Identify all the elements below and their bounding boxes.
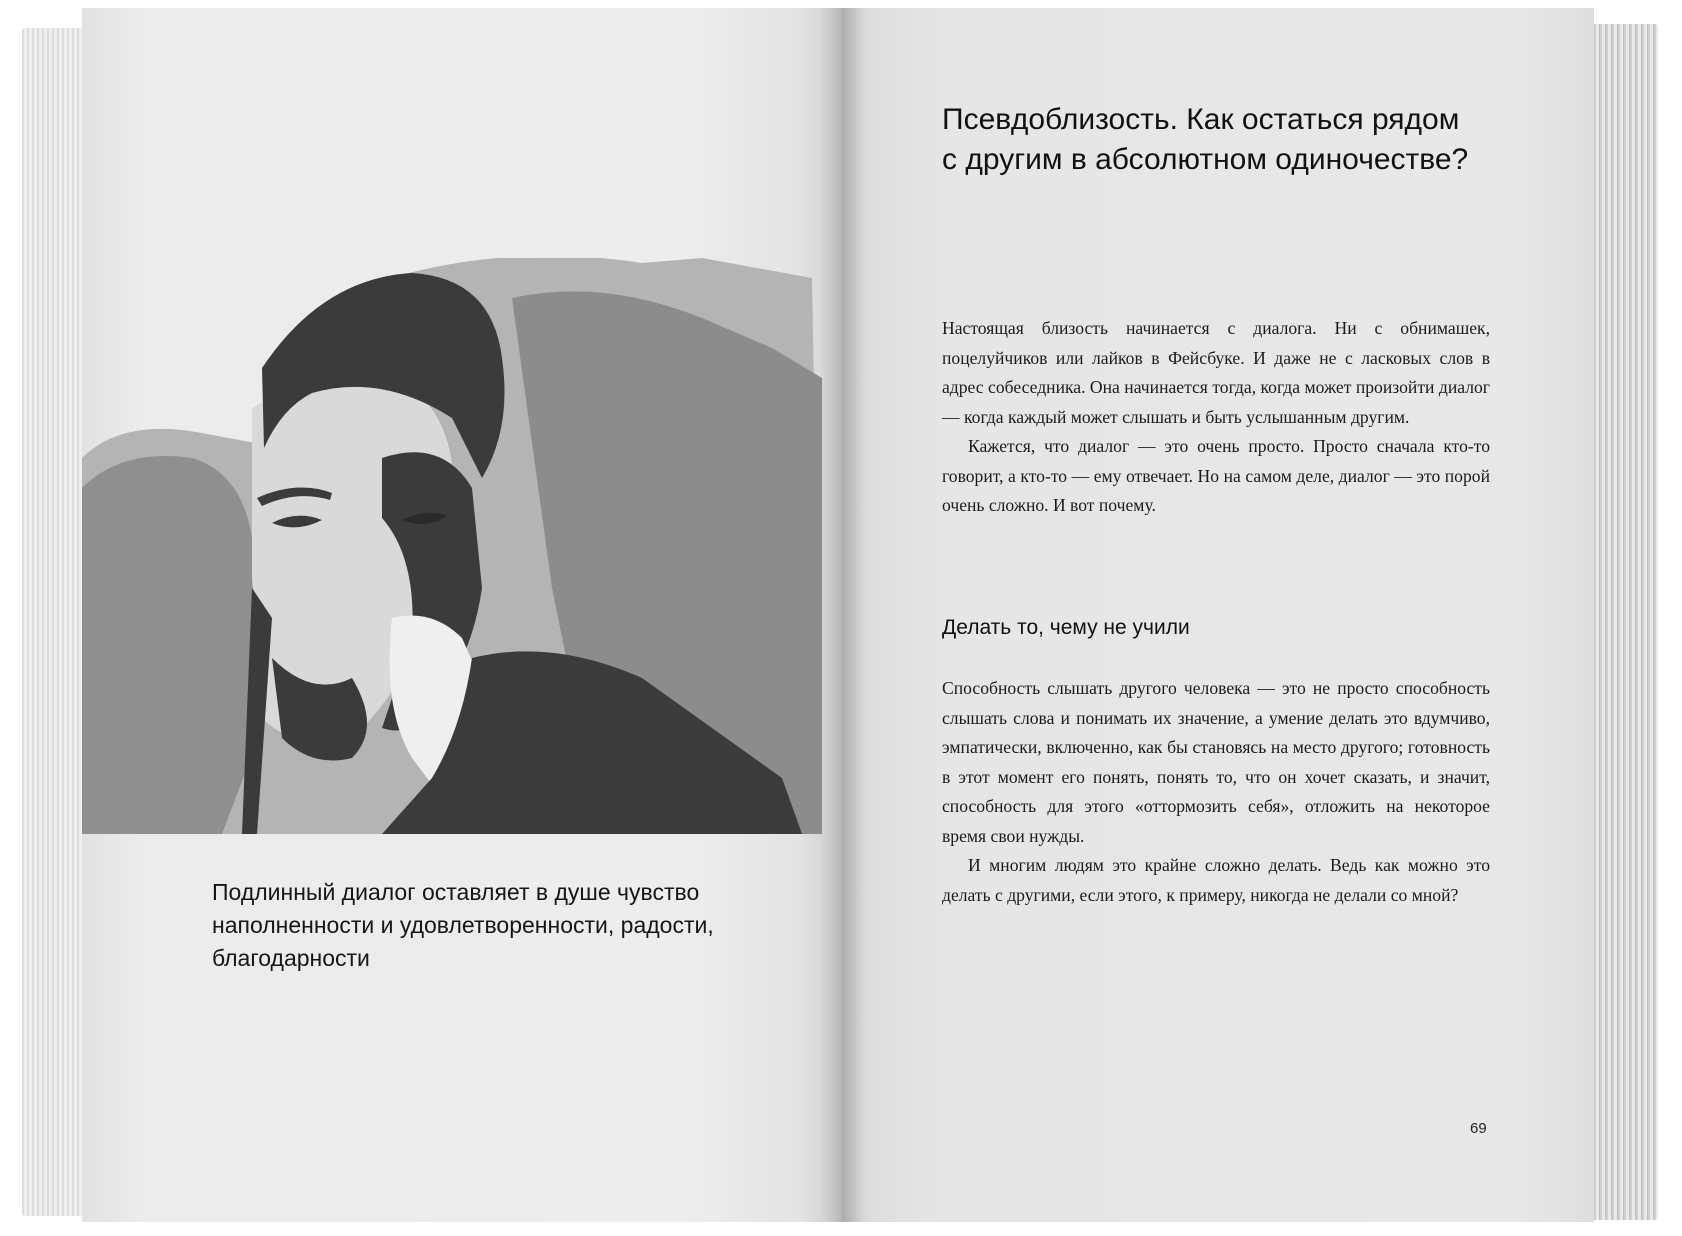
page-number: 69 (1470, 1120, 1487, 1137)
left-page (82, 8, 842, 1222)
chapter-title-line-2: с другим в абсолютном одиночестве? (942, 143, 1469, 176)
portrait-illustration (82, 258, 822, 834)
chapter-title (942, 100, 1502, 180)
spine-shadow (820, 8, 864, 1222)
left-page-edges (22, 28, 86, 1216)
section-text (942, 674, 1490, 910)
section-heading: Делать то, чему не учили (942, 616, 1190, 639)
chapter-title-line-1: Псевдоблизость. Как остаться рядом (942, 103, 1460, 136)
right-page-edges (1588, 24, 1658, 1220)
paragraph: И многим людям это крайне сложно делать. Ведь как можно это делать с другими, если этого, к примеру, никогда не делали со мной? (942, 855, 1490, 905)
illustration-caption: Подлинный диалог оставляет в душе чувство наполненности и удовлетворенности, радости, благодарности (212, 879, 714, 971)
paragraph: Кажется, что диалог — это очень просто. Просто сначала кто-то говорит, а кто-то — ему отвечает. Но на самом деле, диалог — это порой очень сложно. И вот почему. (942, 436, 1490, 515)
paragraph: Способность слышать другого человека — это не просто способность слышать слова и понимать их значение, а умение делать это вдумчиво, эмпатически, включенно, как бы становясь на место другого; готовность в этот момент его понять, понять то, что он хочет сказать, и значит, способность для этого «оттормозить себя», отложить на некоторое время свои нужды. (942, 678, 1490, 846)
paragraph: Настоящая близость начинается с диалога. Ни с обнимашек, поцелуйчиков или лайков в Фейсбуке. И даже не с ласковых слов в адрес собеседника. Она начинается тогда, когда может произойти диалог — когда каждый может слышать и быть услышанным другим. (942, 318, 1490, 427)
right-page (842, 8, 1594, 1222)
intro-text (942, 314, 1490, 521)
